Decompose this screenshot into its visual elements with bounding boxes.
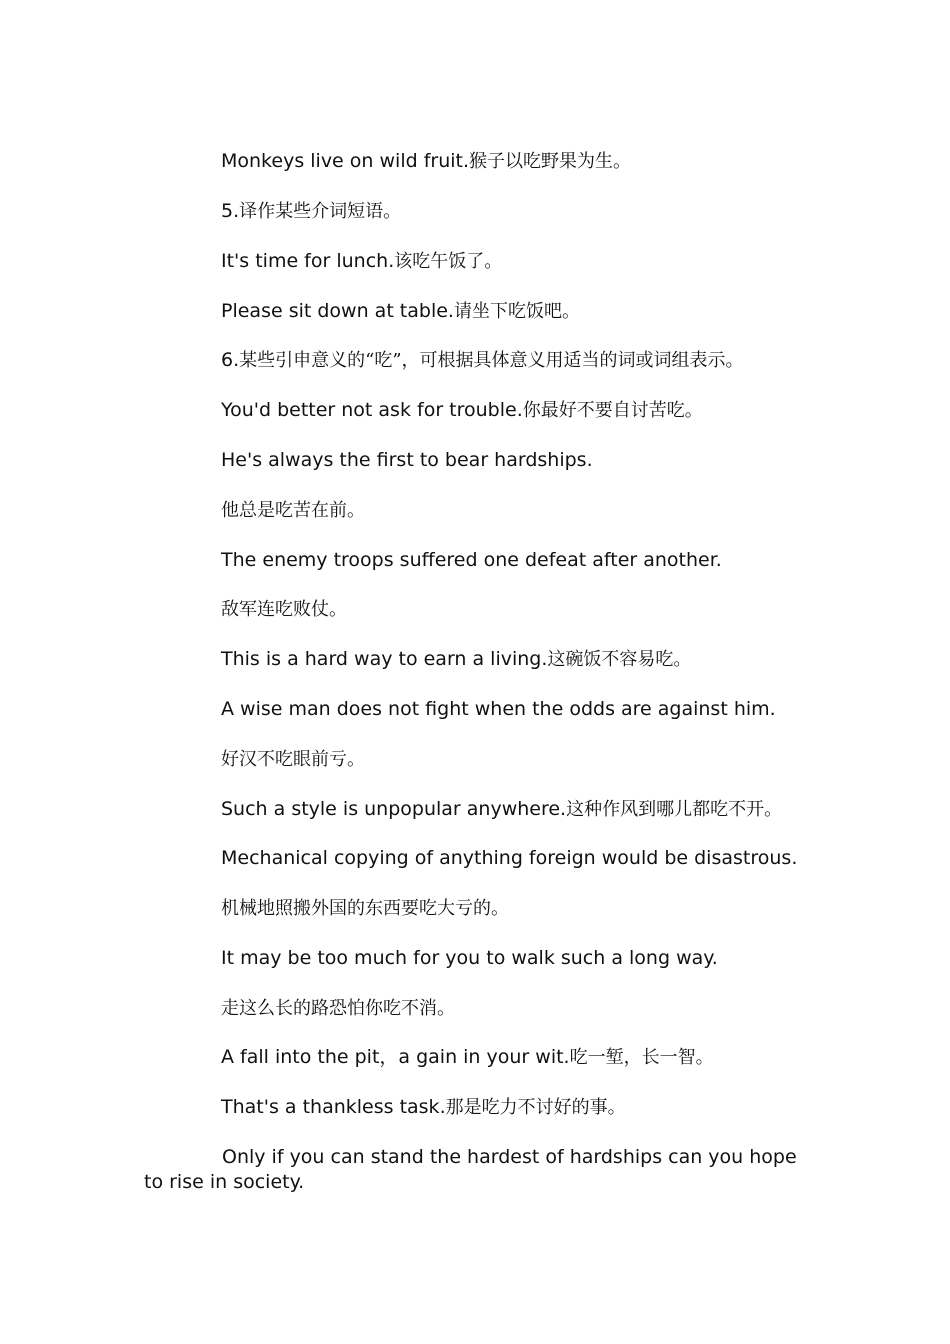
text-line: 好汉不吃眼前亏。: [221, 749, 365, 770]
text-line: A wise man does not fight when the odds are against him.: [221, 698, 776, 720]
text-line: Such a style is unpopular anywhere.这种作风到哪儿都吃不开。: [221, 798, 783, 820]
text-line: 敌军连吃败仗。: [221, 599, 347, 620]
text-line: Please sit down at table.请坐下吃饭吧。: [221, 300, 580, 322]
text-line: 机械地照搬外国的东西要吃大亏的。: [221, 898, 509, 919]
text-line: 他总是吃苦在前。: [221, 500, 365, 521]
text-line: He's always the first to bear hardships.: [221, 449, 593, 471]
text-line: 走这么长的路恐怕你吃不消。: [221, 998, 455, 1019]
text-line: You'd better not ask for trouble.你最好不要自讨苦吃。: [221, 399, 703, 421]
closing-paragraph: Only if you can stand the hardest of hardships can you hope to rise in society.: [144, 1146, 797, 1193]
text-line: It's time for lunch.该吃午饭了。: [221, 250, 503, 272]
text-line: Monkeys live on wild fruit.猴子以吃野果为生。: [221, 150, 632, 172]
text-line: It may be too much for you to walk such a long way.: [221, 947, 718, 969]
text-line: This is a hard way to earn a living.这碗饭不容易吃。: [221, 648, 692, 670]
text-line: The enemy troops suffered one defeat after another.: [221, 549, 722, 571]
text-line: That's a thankless task.那是吃力不讨好的事。: [221, 1096, 626, 1118]
section-heading-5: 5.译作某些介词短语。: [221, 200, 402, 222]
section-heading-6: 6.某些引申意义的“吃”，可根据具体意义用适当的词或词组表示。: [221, 349, 744, 371]
text-line: A fall into the pit，a gain in your wit.吃一堑，长一智。: [221, 1046, 714, 1068]
text-line: Mechanical copying of anything foreign would be disastrous.: [221, 847, 798, 869]
